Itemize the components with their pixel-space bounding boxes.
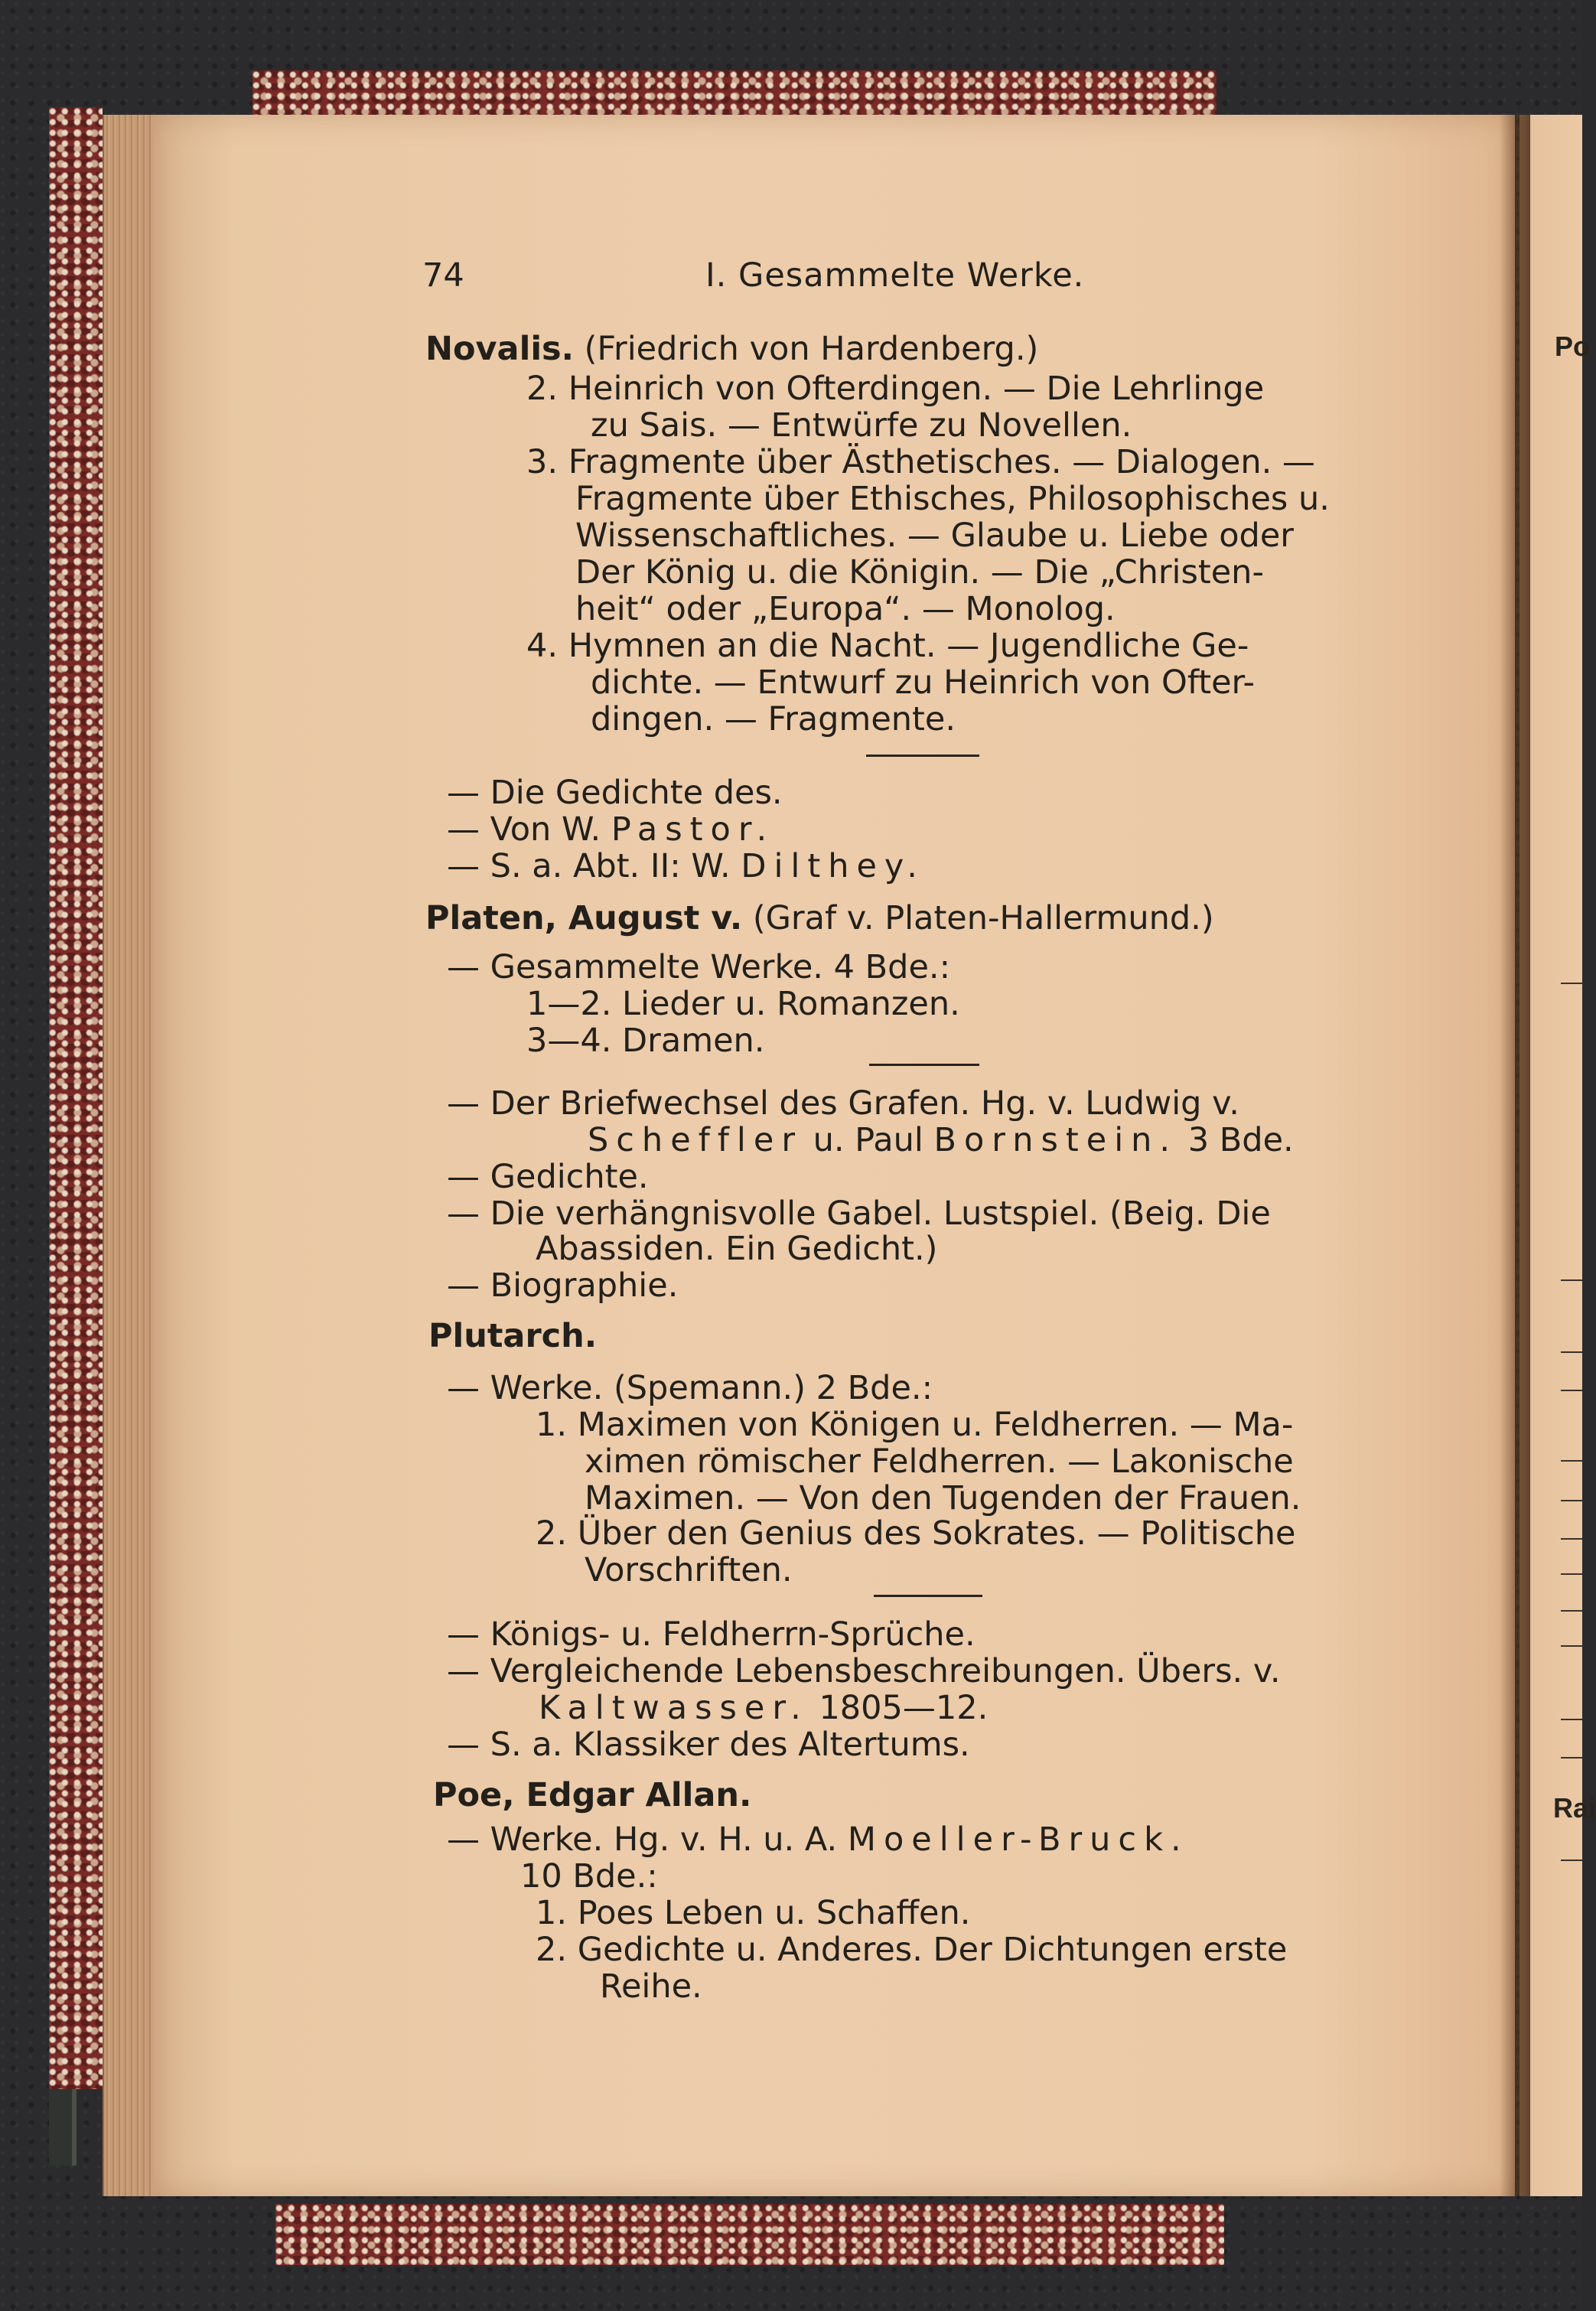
- entry-heading-plutarch: Plutarch.: [428, 1317, 598, 1355]
- entry-line: — Biographie.: [447, 1266, 679, 1305]
- entry-line: Vorschriften.: [585, 1551, 793, 1589]
- running-title: I. Gesammelte Werke.: [705, 256, 1085, 295]
- entry-line: zu Sais. — Entwürfe zu Novellen.: [591, 406, 1132, 445]
- entry-line: ximen römischer Feldherren. — Lakonische: [585, 1442, 1294, 1481]
- entry-text: 1805—12.: [808, 1689, 989, 1727]
- facing-page-mark: [1561, 1610, 1582, 1612]
- facing-page-mark: [1561, 1573, 1582, 1575]
- facing-page-mark: [1561, 1538, 1582, 1540]
- entry-line: — Der Briefwechsel des Grafen. Hg. v. Ludwig v.: [447, 1084, 1239, 1123]
- entry-line: 2. Gedichte u. Anderes. Der Dichtungen erste: [536, 1931, 1288, 1969]
- facing-page-fragment: Po: [1555, 331, 1591, 362]
- entry-line: Abassiden. Ein Gedicht.): [536, 1230, 938, 1268]
- entry-line: — Gesammelte Werke. 4 Bde.:: [447, 948, 951, 986]
- entry-line: heit“ oder „Europa“. — Monolog.: [575, 590, 1116, 628]
- page-number: 74: [422, 256, 464, 295]
- facing-page-mark: [1561, 1460, 1582, 1462]
- entry-line: 2. Heinrich von Ofterdingen. — Die Lehrlinge: [526, 370, 1265, 408]
- entry-line: 2. Über den Genius des Sokrates. — Politische: [536, 1514, 1296, 1553]
- marbled-cover-bottom: [275, 2204, 1224, 2265]
- section-rule: [869, 1064, 979, 1066]
- entry-heading-platen: [425, 900, 1214, 937]
- entry-line: Reihe.: [600, 1967, 702, 2006]
- spaced-name: Dilthey.: [741, 847, 925, 885]
- entry-line: Der König u. die Königin. — Die „Christen-: [575, 553, 1264, 592]
- facing-page-mark: [1561, 1719, 1582, 1720]
- facing-page-mark: [1561, 1279, 1582, 1281]
- entry-text: u. Paul: [803, 1121, 934, 1159]
- entry-line: [447, 1821, 1189, 1858]
- entry-line: — Werke. (Spemann.) 2 Bde.:: [447, 1369, 933, 1407]
- section-rule: [866, 755, 979, 757]
- entry-line: 1. Poes Leben u. Schaffen.: [536, 1894, 971, 1932]
- entry-line: 1—2. Lieder u. Romanzen.: [526, 985, 960, 1023]
- entry-line: 3. Fragmente über Ästhetisches. — Dialogen. —: [526, 443, 1315, 481]
- entry-line: — Vergleichende Lebensbeschreibungen. Übers. v.: [447, 1652, 1281, 1690]
- entry-line: Maximen. — Von den Tugenden der Frauen.: [585, 1479, 1301, 1517]
- entry-line: 4. Hymnen an die Nacht. — Jugendliche Ge-: [526, 627, 1249, 665]
- entry-line: Fragmente über Ethisches, Philosophisches u.: [575, 480, 1330, 518]
- spaced-name: Bornstein.: [933, 1121, 1178, 1159]
- entry-line: [447, 811, 774, 848]
- entry-line: 1. Maximen von Königen u. Feldherren. — Ma-: [536, 1406, 1294, 1444]
- entry-line: [539, 1690, 988, 1726]
- entry-text: — Werke. Hg. v. H. u. A.: [447, 1820, 848, 1859]
- entry-line: — S. a. Klassiker des Altertums.: [447, 1726, 970, 1764]
- entry-heading-novalis: [425, 331, 1038, 367]
- entry-text: — S. a. Abt. II: W.: [447, 847, 741, 885]
- facing-page-mark: [1561, 1390, 1582, 1391]
- spaced-name: Kaltwasser.: [539, 1689, 809, 1727]
- marbled-cover-left: [49, 107, 103, 2089]
- spaced-name: Moeller-Bruck.: [847, 1820, 1189, 1859]
- facing-page-mark: [1561, 1351, 1582, 1353]
- entry-line: — Königs- u. Feldherrn-Sprüche.: [447, 1615, 976, 1654]
- entry-line: — Gedichte.: [447, 1158, 649, 1196]
- entry-text: 3 Bde.: [1177, 1121, 1294, 1159]
- facing-page-fragment: Rai: [1553, 1792, 1596, 1824]
- facing-page-mark: [1561, 1860, 1582, 1861]
- entry-line: — Die Gedichte des.: [447, 774, 783, 812]
- section-rule: [874, 1595, 982, 1597]
- entry-line: [588, 1122, 1294, 1159]
- spaced-name: Scheffler: [588, 1121, 803, 1159]
- author-name: Platen, August v.: [425, 899, 743, 937]
- facing-page-mark: [1561, 1645, 1582, 1647]
- spaced-name: Pastor.: [611, 810, 775, 849]
- entry-line: — Die verhängnisvolle Gabel. Lustspiel. (Beig. Die: [447, 1195, 1271, 1233]
- entry-heading-poe: Poe, Edgar Allan.: [433, 1776, 752, 1814]
- entry-line: Wissenschaftliches. — Glaube u. Liebe oder: [575, 517, 1294, 555]
- page-gutter: [1500, 115, 1530, 2196]
- entry-line: [447, 848, 925, 885]
- entry-text: — Von W.: [447, 810, 611, 849]
- entry-line: dingen. — Fragmente.: [591, 700, 956, 738]
- entry-line: dichte. — Entwurf zu Heinrich von Ofter-: [591, 663, 1255, 702]
- facing-page-mark: [1561, 1500, 1582, 1501]
- entry-line: 3—4. Dramen.: [526, 1022, 765, 1060]
- facing-page-mark: [1561, 1757, 1582, 1759]
- entry-line: 10 Bde.:: [520, 1857, 658, 1895]
- author-note: (Friedrich von Hardenberg.): [573, 330, 1039, 368]
- author-note: (Graf v. Platen-Hallermund.): [742, 899, 1214, 937]
- author-name: Novalis.: [425, 330, 574, 368]
- facing-page-mark: [1561, 983, 1582, 984]
